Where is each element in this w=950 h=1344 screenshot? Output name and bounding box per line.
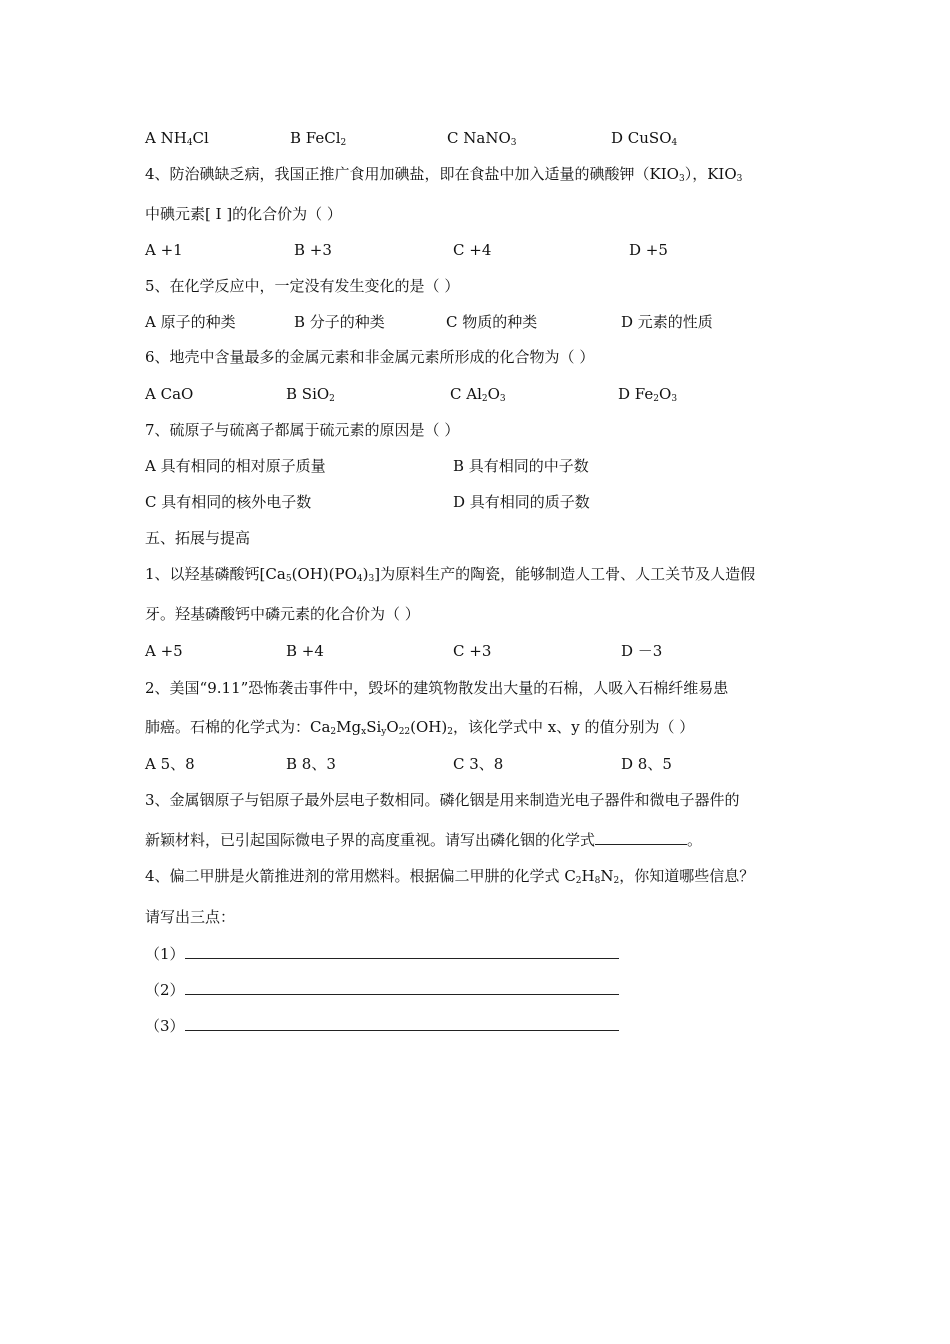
q4-option-b: B +3 [294, 241, 332, 259]
e2-option-d: D 8、5 [621, 755, 672, 773]
q7-option-a: A 具有相同的相对原子质量 [145, 457, 326, 475]
q7-stem: 7、硫原子与硫离子都属于硫元素的原因是（ ） [145, 421, 460, 439]
q7-option-c: C 具有相同的核外电子数 [145, 493, 312, 511]
e1-option-d: D －3 [621, 642, 663, 660]
q4-option-d: D +5 [629, 241, 668, 259]
q6-option-d: D $Fe_2O_3$ [618, 385, 678, 404]
q3-option-b: B FeCl$_2$ [290, 129, 347, 148]
q6-stem: 6、地壳中含量最多的金属元素和非金属元素所形成的化合物为（ ） [145, 348, 595, 366]
e4-answer-line-3: （3） [145, 1016, 619, 1036]
q5-option-b: B 分子的种类 [294, 313, 385, 331]
q3-option-c: C NaNO$_3$ [447, 129, 517, 148]
q6-option-c: C $Al_2O_3$ [450, 385, 506, 404]
q5-stem: 5、在化学反应中，一定没有发生变化的是（ ） [145, 277, 460, 295]
e1-option-c: C +3 [453, 642, 492, 660]
q5-option-a: A 原子的种类 [145, 313, 236, 331]
q4-option-c: C +4 [453, 241, 492, 259]
answer-blank[interactable] [185, 944, 619, 959]
e1-stem-line2: 牙。羟基磷酸钙中磷元素的化合价为（ ） [145, 605, 420, 623]
q4-stem-line2: 中碘元素[ I ]的化合价为（ ） [145, 205, 342, 223]
e1-option-b: B +4 [286, 642, 324, 660]
e3-stem-line1: 3、金属铟原子与铝原子最外层电子数相同。磷化铟是用来制造光电子器件和微电子器件的 [145, 791, 740, 809]
e4-answer-line-1: （1） [145, 944, 619, 964]
q7-option-b: B 具有相同的中子数 [453, 457, 589, 475]
e2-option-b: B 8、3 [286, 755, 336, 773]
q4-option-a: A +1 [145, 241, 183, 259]
e2-option-c: C 3、8 [453, 755, 504, 773]
q6-option-a: A CaO [145, 385, 194, 403]
e4-stem-line2: 请写出三点： [145, 908, 236, 926]
q5-option-d: D 元素的性质 [621, 313, 713, 331]
q5-option-c: C 物质的种类 [446, 313, 538, 331]
q4-stem-line1: 4、防治碘缺乏病，我国正推广食用加碘盐，即在食盐中加入适量的碘酸钾$(KIO_3)$，$KIO_3$ [145, 165, 743, 184]
e2-stem-line2: 肺癌。石棉的化学式为：$Ca_2Mg_xSi_yO_{22}(OH)_2$，该化学式中 x、y 的值分别为（ ） [145, 718, 695, 737]
e2-stem-line1: 2、美国“9.11”恐怖袭击事件中，毁坏的建筑物散发出大量的石棉，人吸入石棉纤维易患 [145, 679, 729, 697]
q3-option-d: D CuSO$_4$ [611, 129, 678, 148]
e2-option-a: A 5、8 [145, 755, 195, 773]
answer-blank[interactable] [185, 1016, 619, 1031]
q7-option-d: D 具有相同的质子数 [453, 493, 590, 511]
q3-option-a: A $NH_4Cl$ [145, 129, 209, 148]
e1-option-a: A +5 [145, 642, 183, 660]
e1-stem-line1: 1、以羟基磷酸钙$[Ca_5(OH)(PO_4)_3]$为原料生产的陶瓷，能够制造人工骨、人工关节及人造假 [145, 565, 756, 584]
q6-option-b: B SiO$_2$ [286, 385, 335, 404]
e4-stem-line1: 4、偏二甲肼是火箭推进剂的常用燃料。根据偏二甲肼的化学式 $C_2H_8N_2$，你知道哪些信息？ [145, 867, 755, 886]
section-heading: 五、拓展与提高 [145, 529, 251, 547]
e4-answer-line-2: （2） [145, 980, 619, 1000]
answer-blank[interactable] [185, 980, 619, 995]
answer-blank[interactable] [595, 830, 687, 845]
e3-stem-line2: 新颖材料，已引起国际微电子界的高度重视。请写出磷化铟的化学式 。 [145, 831, 703, 849]
